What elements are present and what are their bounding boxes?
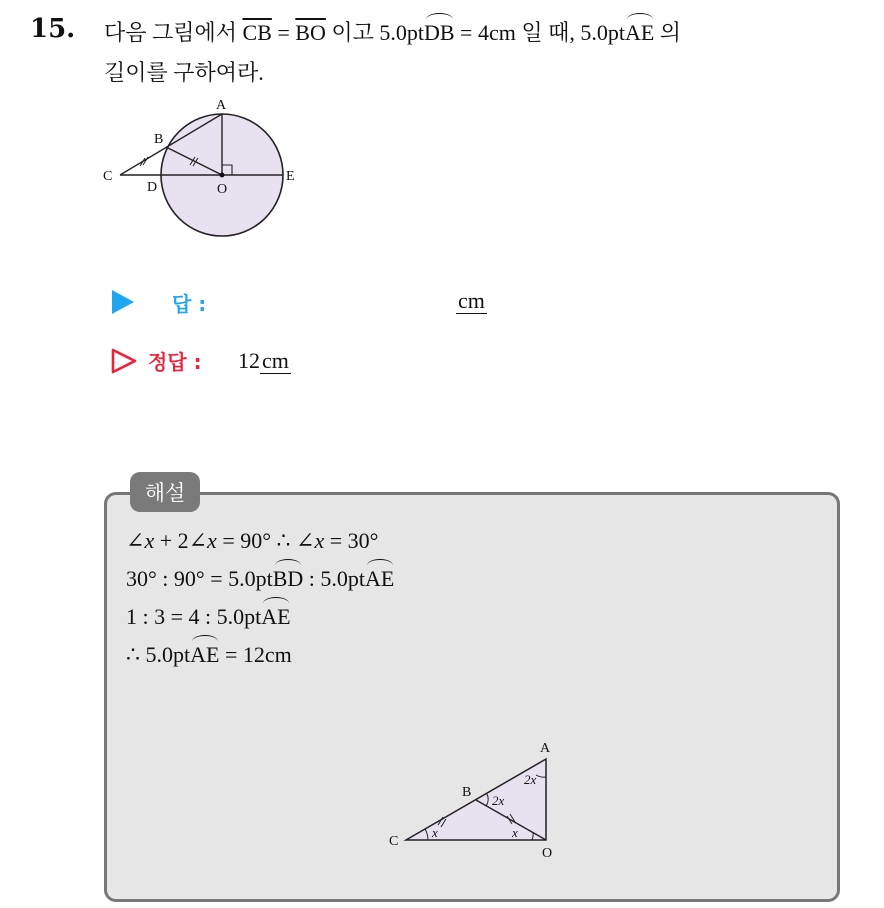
answer-arrow-icon [112, 290, 134, 314]
sol1-angle: ∠ [126, 528, 145, 553]
answer-unit [456, 288, 487, 314]
sol4-b: = 12cm [219, 642, 292, 667]
solution-line-2 [126, 566, 394, 592]
label-b: B [154, 132, 164, 147]
label-o: O [217, 182, 228, 197]
label-a: A [216, 98, 227, 113]
sol1-x2: x [207, 528, 217, 553]
arc-db: DB [423, 20, 455, 45]
label-c: C [389, 834, 399, 849]
sol2-b: : 5.0pt [303, 566, 366, 591]
answer-label: 답 : [172, 292, 207, 316]
solution-line-4 [126, 642, 292, 668]
arc-ae: AE [624, 20, 655, 45]
sol1-d: = 30° [324, 528, 379, 553]
equals-sign: = [277, 20, 290, 45]
sol4-arc-ae: AE [190, 642, 220, 667]
question-number: 15. [30, 14, 76, 44]
solution-line-1 [126, 528, 378, 554]
angle-label-o: x [512, 825, 518, 840]
question-text-d: 의 [659, 20, 682, 45]
circle-diagram [96, 96, 316, 266]
sol1-c: = 90° ∴ ∠ [216, 528, 315, 553]
segment-cb: $\overline{CB}$ [242, 20, 272, 45]
sol1-x3: x [314, 528, 325, 553]
sol3-arc-ae: AE [261, 604, 291, 629]
sol2-arc-bd: BD [272, 566, 304, 591]
solution-line-3 [126, 604, 291, 630]
correct-answer [238, 348, 291, 374]
sol1-b: + 2∠ [154, 528, 208, 553]
question-text-c: = 4cm 일 때, 5.0pt [460, 20, 625, 45]
correct-label: 정답 : [148, 350, 202, 374]
sol4-a: ∴ 5.0pt [126, 642, 191, 667]
answer-unit-text: cm [458, 288, 485, 313]
label-e: E [286, 169, 295, 184]
sol1-x1: x [144, 528, 155, 553]
segment-bo: $\overline{BO}$ [295, 20, 326, 45]
center-point [220, 173, 225, 178]
correct-value: 12 [238, 348, 260, 373]
question-text-a: 다음 그림에서 [104, 20, 238, 45]
label-b: B [462, 785, 472, 800]
angle-label-b: 2x [492, 793, 505, 808]
sol3-a: 1 : 3 = 4 : 5.0pt [126, 604, 262, 629]
sol2-a: 30° : 90° = 5.0pt [126, 566, 273, 591]
label-c: C [103, 169, 113, 184]
angle-label-a: 2x [524, 772, 537, 787]
angle-label-c: x [432, 825, 438, 840]
question-text-b: 이고 5.0pt [331, 20, 424, 45]
label-o: O [542, 846, 553, 861]
question-text-line-1 [104, 16, 681, 47]
question-text-line-2: 길이를 구하여라. [104, 60, 264, 85]
label-d: D [147, 180, 158, 195]
label-a: A [540, 741, 551, 756]
solution-tag: 해설 [130, 472, 200, 512]
sol2-arc-ae: AE [365, 566, 395, 591]
correct-arrow-icon [110, 347, 138, 375]
triangle-diagram [380, 736, 570, 866]
correct-unit: cm [262, 348, 289, 373]
